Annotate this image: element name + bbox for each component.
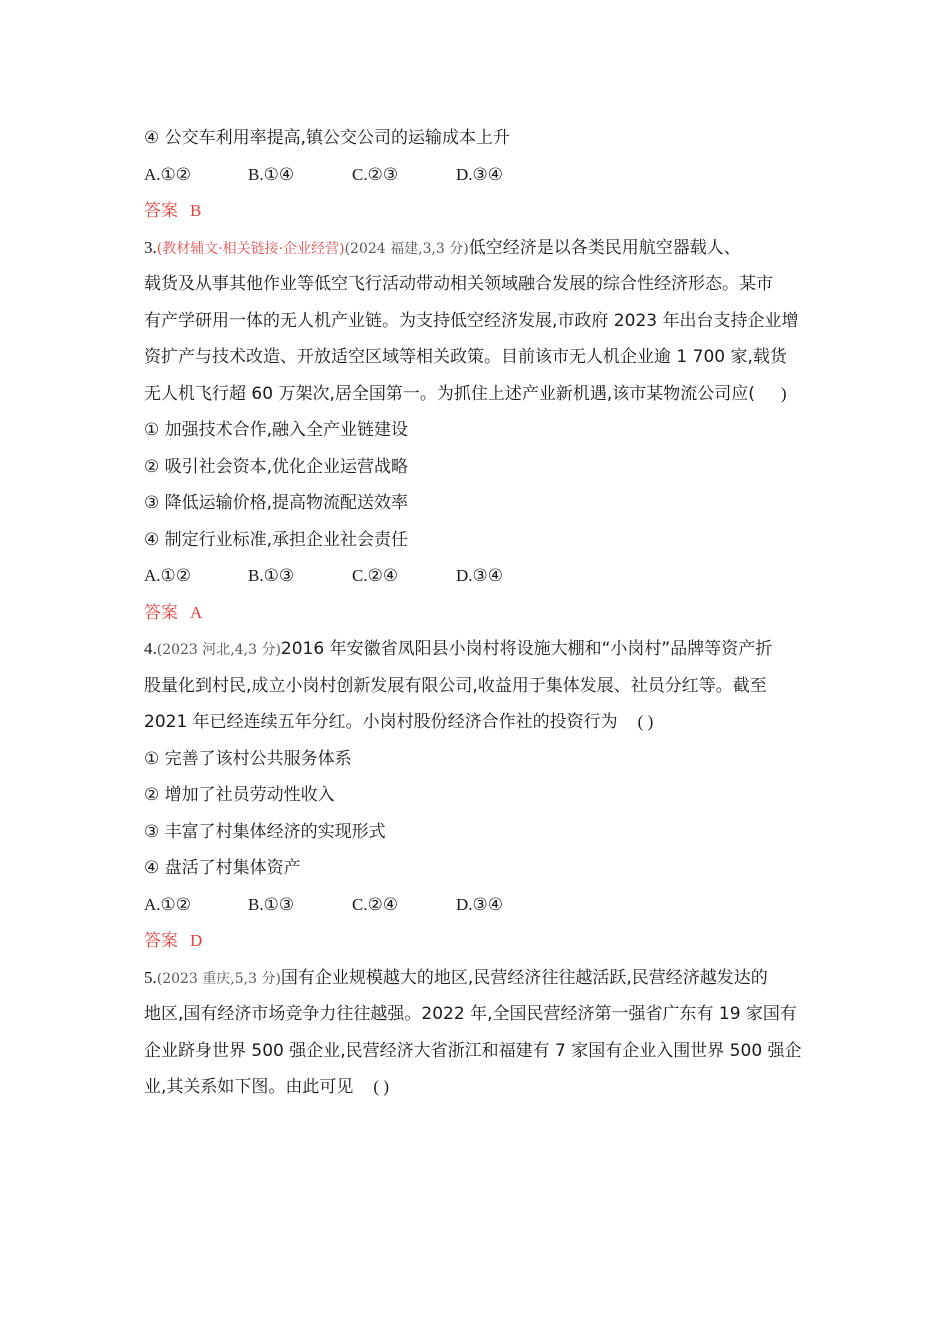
answer-label: 答案 — [144, 931, 178, 951]
q5-stem-text: 国有企业规模越大的地区,民营经济往往越活跃,民营经济越发达的 — [280, 967, 768, 988]
q3-options — [144, 558, 809, 595]
q3-stem-line-4: 资扩产与技术改造、开放适空区域等相关政策。目前该市无人机企业逾 1 700 家,载货 — [144, 347, 787, 367]
q3-option-b: B.①③ — [248, 566, 295, 585]
q4-stem-line-3 — [144, 704, 809, 741]
q5-stem-line-2: 地区,国有经济市场竞争力往往越强。2022 年,全国民营经济第一强省广东有 19 家国有 — [144, 1004, 797, 1024]
q2-item-4: ④ 公交车利用率提高,镇公交公司的运输成本上升 — [144, 128, 511, 148]
q4-option-a: A.①② — [144, 894, 192, 914]
q4-paren: ( ) — [637, 712, 654, 731]
q4-item-4: ④ 盘活了村集体资产 — [144, 858, 301, 878]
q4-answer — [144, 923, 809, 960]
q3-stem-line-1 — [144, 230, 809, 267]
q4-item-3: ③ 丰富了村集体经济的实现形式 — [144, 821, 386, 842]
q3-item-3: ③ 降低运输价格,提高物流配送效率 — [144, 493, 409, 513]
q3-option-c: C.②④ — [352, 566, 399, 585]
q4-source: (2023 河北,4,3 分) — [156, 642, 281, 658]
answer-label: 答案 — [144, 602, 178, 623]
q5-stem-line-4 — [144, 1069, 809, 1106]
answer-label: 答案 — [144, 201, 178, 221]
q3-answer — [144, 595, 809, 632]
q4-option-d: D.③④ — [456, 894, 504, 914]
q3-tag: (教材辅文·相关链接·企业经营) — [156, 240, 345, 257]
q2-option-c: C.②③ — [352, 164, 399, 184]
q2-answer — [144, 193, 809, 230]
q4-options — [144, 887, 809, 924]
q3-item-4: ④ 制定行业标准,承担企业社会责任 — [144, 529, 409, 550]
answer-value: B — [190, 201, 202, 220]
q4-option-c: C.②④ — [352, 894, 399, 914]
q4-item-2: ② 增加了社员劳动性收入 — [144, 785, 335, 805]
q4-stem-text: 2016 年安徽省凤阳县小岗村将设施大棚和“小岗村”品牌等资产折 — [280, 639, 773, 659]
q3-stem-line-5 — [144, 376, 809, 413]
question-content — [144, 120, 809, 1106]
q2-option-a: A.①② — [144, 164, 192, 184]
q3-option-d: D.③④ — [456, 566, 504, 585]
q3-item-1: ① 加强技术合作,融入全产业链建设 — [144, 420, 409, 440]
q3-stem-line-2: 载货及从事其他作业等低空飞行活动带动相关领域融合发展的综合性经济形态。某市 — [144, 274, 773, 294]
q3-option-a: A.①② — [144, 566, 192, 585]
q3-number: 3. — [144, 237, 157, 257]
q3-item-2: ② 吸引社会资本,优化企业运营战略 — [144, 456, 409, 477]
q5-paren: ( ) — [373, 1077, 389, 1096]
q4-option-b: B.①③ — [248, 894, 295, 914]
q4-stem-text: 2021 年已经连续五年分红。小岗村股份经济合作社的投资行为 — [144, 712, 618, 732]
q4-stem-line-2: 股量化到村民,成立小岗村创新发展有限公司,收益用于集体发展、社员分红等。截至 — [144, 675, 767, 696]
q3-stem-text: 无人机飞行超 60 万架次,居全国第一。为抓住上述产业新机遇,该市某物流公司应( — [144, 383, 755, 404]
q5-source: (2023 重庆,5,3 分) — [156, 970, 281, 987]
q5-number: 5. — [144, 967, 157, 987]
answer-value: A — [190, 602, 203, 622]
q3-paren-close: ) — [780, 383, 787, 403]
q3-source: (2024 福建,3,3 分) — [344, 240, 469, 257]
q3-stem-line-3: 有产学研用一体的无人机产业链。为支持低空经济发展,市政府 2023 年出台支持企业增 — [144, 310, 799, 331]
q4-stem-line-1 — [144, 631, 809, 668]
q2-option-b: B.①④ — [248, 164, 295, 184]
answer-value: D — [190, 931, 203, 950]
q5-stem-text: 业,其关系如下图。由此可见 — [144, 1077, 354, 1097]
q3-stem-text: 低空经济是以各类民用航空器载人、 — [468, 237, 741, 258]
q4-item-1: ① 完善了该村公共服务体系 — [144, 748, 352, 769]
q4-number: 4. — [144, 639, 157, 658]
q5-stem-line-1 — [144, 960, 809, 997]
q2-option-d: D.③④ — [456, 164, 504, 184]
q2-options — [144, 157, 809, 194]
q5-stem-line-3: 企业跻身世界 500 强企业,民营经济大省浙江和福建有 7 家国有企业入围世界 500 强企 — [144, 1040, 802, 1061]
